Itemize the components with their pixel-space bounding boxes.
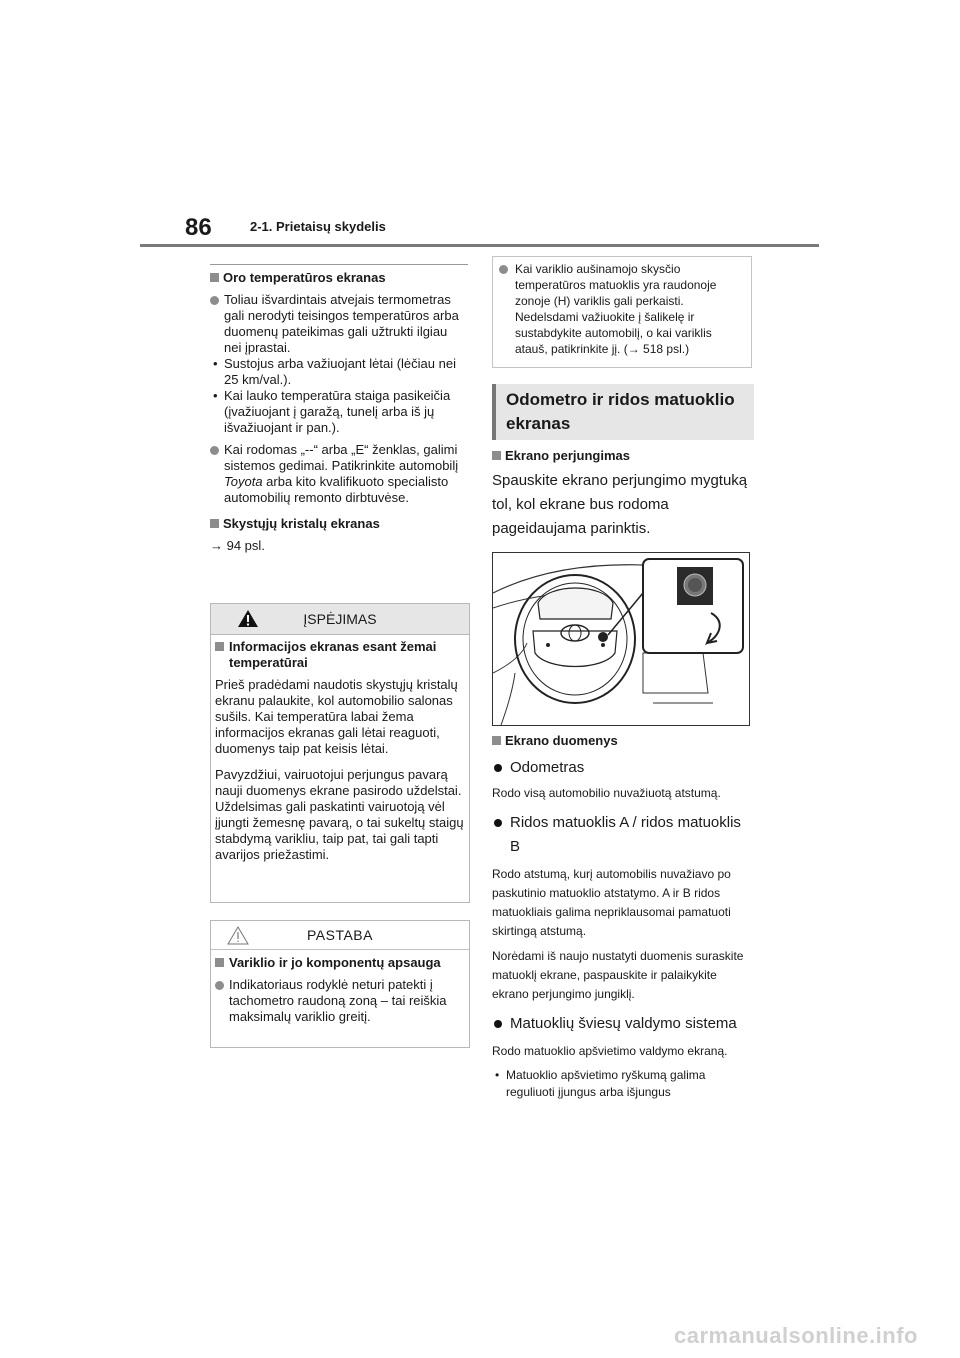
square-bullet-icon: [492, 451, 501, 460]
lcd-heading: Skystųjų kristalų ekranas: [210, 516, 468, 532]
black-bullet-icon: [494, 764, 502, 772]
item-odometer-title: Odometras: [492, 756, 750, 780]
item-lights-text: Rodo matuoklio apšvietimo valdymo ekraną.: [492, 1044, 728, 1058]
notice-subheading: Variklio ir jo komponentų apsauga: [215, 955, 464, 971]
warning-para-1: Prieš pradėdami naudotis skystųjų kristalų ekranu palaukite, kol automobilio salonas sušils. Kai temperatūra labai žema informacijos ekranas gali lėtai reaguoti, duomenys taip pat keisis lėtai.: [215, 677, 458, 756]
data-heading: Ekrano duomenys: [492, 732, 750, 750]
left-top-rule: [210, 264, 468, 265]
lcd-ref[interactable]: → 94 psl.: [210, 538, 265, 553]
black-bullet-icon: [494, 819, 502, 827]
square-bullet-icon: [215, 958, 224, 967]
item-lights-title: Matuoklių šviesų valdymo sistema: [492, 1012, 750, 1036]
odometer-section-title: Odometro ir ridos matuoklio ekranas: [492, 384, 754, 440]
switch-heading: Ekrano perjungimas: [492, 447, 750, 465]
square-bullet-icon: [215, 642, 224, 651]
notice-box: [210, 920, 470, 1048]
oro-dash-1: • Sustojus arba važiuojant lėtai (lėčiau nei 25 km/val.).: [213, 356, 456, 387]
data-section: [492, 732, 750, 1101]
page-number: 86: [185, 214, 212, 241]
caution-icon: [227, 926, 249, 945]
oro-dash-2: • Kai lauko temperatūra staiga pasikeičia (įvažiuojant į garažą, tunelį arba iš jų išvažiuojant ir pan.).: [213, 388, 451, 435]
switch-text: Spauskite ekrano perjungimo mygtuką tol, kol ekrane bus rodoma pageidaujama parinktis.: [492, 472, 748, 537]
warning-header: ĮSPĖJIMAS: [211, 604, 469, 635]
coolant-note-box: [492, 256, 752, 368]
brand-name: Toyota: [224, 474, 263, 489]
oro-bullet-2: Kai rodomas „--“ arba „E“ ženklas, galimi sistemos gedimai. Patikrinkite automobilį Toyota arba kito kvalifikuoto specialisto automobilių remonto dirbtuvėse.: [210, 442, 468, 506]
round-bullet-icon: [215, 981, 224, 990]
warning-box: [210, 603, 470, 903]
item-odometer-text: Rodo visą automobilio nuvažiuotą atstumą.: [492, 786, 721, 800]
oro-section: [210, 270, 468, 554]
warning-icon: [237, 609, 259, 628]
warning-subheading: Informacijos ekranas esant žemai temperatūrai: [215, 639, 464, 671]
black-bullet-icon: [494, 1020, 502, 1028]
notice-header: PASTABA: [211, 921, 469, 950]
round-bullet-icon: [210, 446, 219, 455]
item-lights-dash: • Matuoklio apšvietimo ryškumą galima reguliuoti įjungus arba išjungus: [495, 1068, 706, 1099]
item-trip-text-1: Rodo atstumą, kurį automobilis nuvažiavo po paskutinio matuoklio atstatymo. A ir B ridos matuokliais galima nepriklausomai pamatuoti skirtingą atstumą.: [492, 867, 731, 938]
round-bullet-icon: [499, 265, 508, 274]
steering-wheel-drawing: [493, 553, 749, 725]
item-trip-text-2: Norėdami iš naujo nustatyti duomenis suraskite matuoklį ekrane, paspauskite ir palaikykite ekrano perjungimo jungiklį.: [492, 949, 744, 1001]
steering-illustration: [492, 552, 750, 726]
round-bullet-icon: [210, 296, 219, 305]
item-trip-title: Ridos matuoklis A / ridos matuoklis B: [492, 811, 750, 859]
coolant-note: Kai variklio aušinamojo skysčio temperatūros matuoklis yra raudonoje zonoje (H) variklis gali perkaisti. Nedelsdami važiuokite į šalikelę ir sustabdykite automobilį, o kai variklis atauš, patikrinkite jį. (→ 518 psl.): [493, 257, 751, 357]
oro-bullet-1: Toliau išvardintais atvejais termometras gali nerodyti teisingos temperatūros arba duomenų pateikimas gali užtrukti ilgiau nei įprastai.: [210, 292, 468, 356]
switch-section: [492, 447, 750, 541]
square-bullet-icon: [492, 736, 501, 745]
square-bullet-icon: [210, 519, 219, 528]
section-title: 2-1. Prietaisų skydelis: [250, 219, 386, 234]
notice-bullet: Indikatoriaus rodyklė neturi patekti į tachometro raudoną zoną – tai reiškia maksimalų variklio greitį.: [215, 977, 464, 1025]
oro-heading: Oro temperatūros ekranas: [210, 270, 468, 286]
warning-para-2: Pavyzdžiui, vairuotojui perjungus pavarą nauji duomenys ekrane pasirodo uždelstai. Uždelsimas gali paskatinti vairuotoją vėl įjungti žemesnę pavarą, o tai sukeltų staigų stabdymą varikliu, taip pat, tai gali tapti avarijos priežastimi.: [215, 767, 464, 862]
header-rule: [140, 244, 819, 247]
watermark: carmanualsonline.info: [674, 1323, 918, 1348]
square-bullet-icon: [210, 273, 219, 282]
